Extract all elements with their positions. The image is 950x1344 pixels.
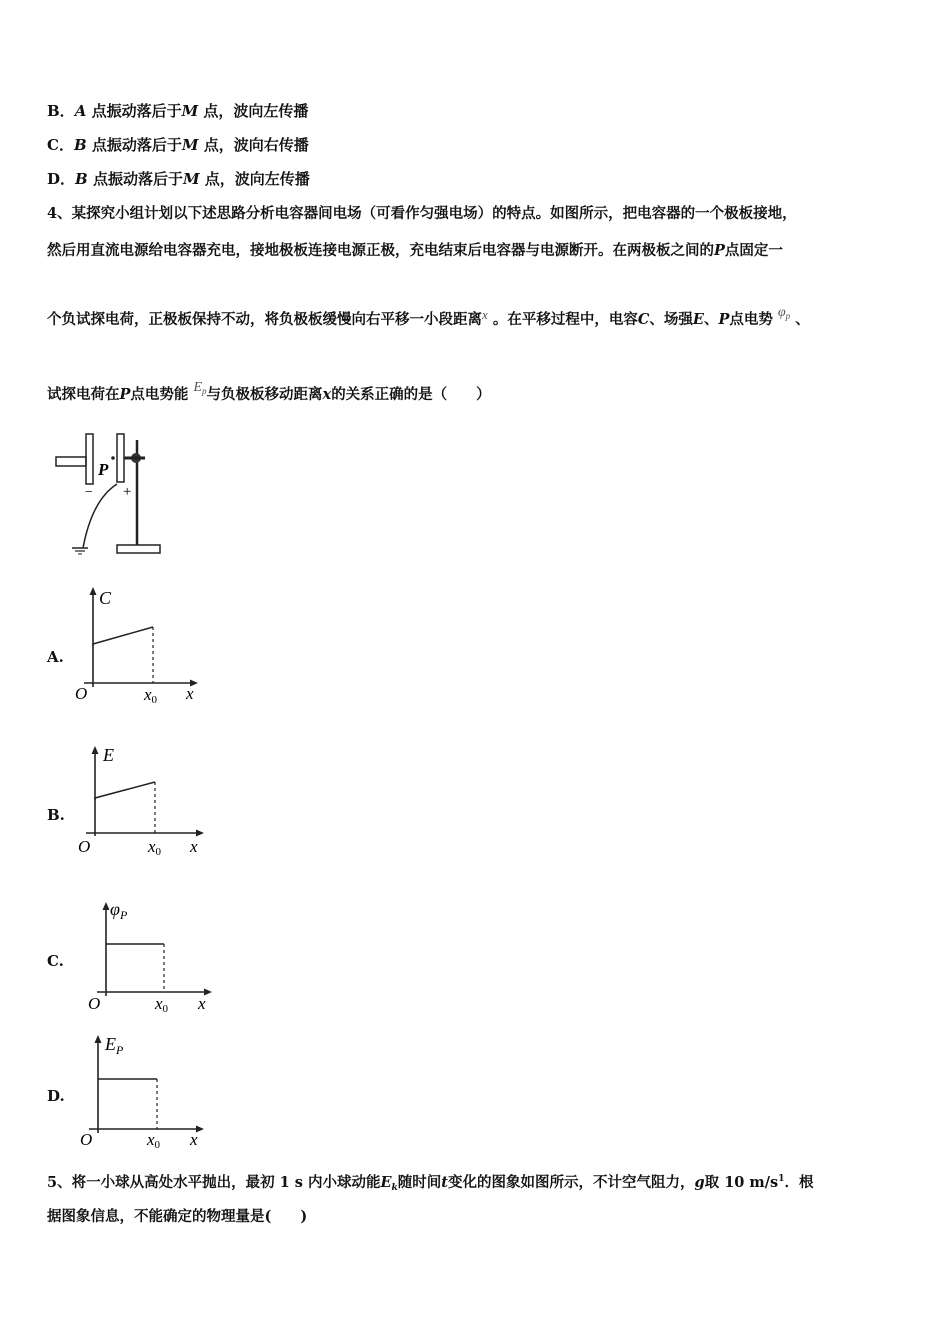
option-b-label: B. <box>47 806 65 824</box>
y-axis-label: $\varphi_P$ <box>110 899 128 922</box>
positive-plate <box>117 434 124 482</box>
y-arrow-icon <box>90 587 97 595</box>
capacitance-curve <box>93 627 153 646</box>
label-plus: + <box>122 484 133 500</box>
option-a-label: A. <box>47 648 64 666</box>
q4-line1: 4、某探究小组计划以下述思路分析电容器间电场（可看作匀强电场）的特点。如图所示，把电容器的一个极板接地， <box>47 205 797 222</box>
option-d-prev: D．B 点振动落后于M 点，波向左传播 <box>47 170 310 188</box>
graph-c <box>82 893 222 1018</box>
graph-d <box>74 1028 214 1153</box>
q4-line4: 试探电荷在P点电势能 $E_p$与负极板移动距离x的关系正确的是（ ） <box>47 380 491 403</box>
q4-line2: 然后用直流电源给电容器充电，接地极板连接电源正极，充电结束后电容器与电源断开。在两极板之间的P点固定一 <box>47 242 783 259</box>
left-support-rod <box>56 457 86 466</box>
origin-label: O <box>88 994 101 1013</box>
x-arrow-icon <box>196 830 204 837</box>
origin-label: O <box>80 1130 93 1149</box>
x0-label: x0 <box>148 837 162 858</box>
label-p: P <box>98 460 109 479</box>
y-axis-label: E <box>103 745 114 765</box>
stand-base <box>117 545 160 553</box>
capacitor-figure <box>50 428 170 558</box>
y-axis-label: $E_P$ <box>105 1034 124 1057</box>
q5-line2: 据图象信息，不能确定的物理量是( ) <box>47 1208 308 1225</box>
x0-label: x0 <box>155 994 169 1015</box>
point-p-dot <box>111 456 115 460</box>
label-minus: − <box>84 485 94 500</box>
x-axis-label: x <box>186 684 194 703</box>
option-d-label: D. <box>47 1087 65 1105</box>
origin-label: O <box>78 837 91 856</box>
origin-label: O <box>75 684 88 703</box>
negative-plate <box>86 434 93 484</box>
option-b-prev: B．A 点振动落后于M 点，波向左传播 <box>47 102 309 120</box>
y-arrow-icon <box>95 1035 102 1043</box>
y-arrow-icon <box>92 746 99 754</box>
field-strength-curve <box>95 782 155 800</box>
y-arrow-icon <box>103 902 110 910</box>
q5-line1: 5、将一小球从高处水平抛出，最初 1 s 内小球动能$E_k$随时间t变化的图象如图所示，不计空气阻力，g取 10 $m/s^1$．根 <box>47 1173 814 1193</box>
x0-label: x0 <box>147 1130 161 1151</box>
option-c-label: C. <box>47 952 64 970</box>
graph-a <box>70 583 210 708</box>
x0-label: x0 <box>144 685 158 706</box>
graph-b <box>72 740 212 865</box>
y-axis-label: C <box>99 588 112 608</box>
q4-line3: 个负试探电荷，正极板保持不动，将负极板缓慢向右平移一小段距离x 。在平移过程中，电容C、场强E、P点电势 $\varphi_p$ 、 <box>47 305 810 328</box>
x-axis-label: x <box>198 994 206 1013</box>
x-axis-label: x <box>190 837 198 856</box>
x-axis-label: x <box>190 1130 198 1149</box>
option-c-prev: C．B 点振动落后于M 点，波向右传播 <box>47 136 309 154</box>
